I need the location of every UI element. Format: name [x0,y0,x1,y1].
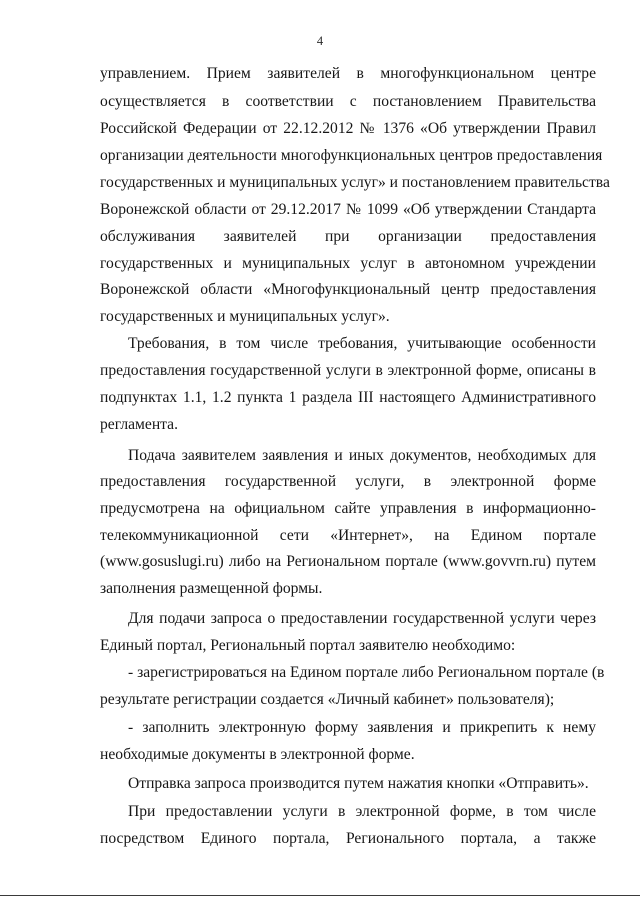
text-line: посредством Единого портала, Регионального портала, а также [100,830,596,847]
text-line: организации деятельности многофункциональных центров предоставления [100,147,603,164]
text-line: Для подачи запроса о предоставлении государственной услуги через [128,610,596,627]
text-line: предоставления государственной услуги в электронной форме, описаны в [100,362,596,379]
text-line: При предоставлении услуги в электронной форме, в том числе [128,803,596,820]
text-line: результате регистрации создается «Личный кабинет» пользователя); [100,691,555,708]
text-line: заполнения размещенной формы. [100,580,323,597]
text-line: (www.gosuslugi.ru) либо на Региональном портале (www.govvrn.ru) путем [100,553,596,570]
text-line: необходимые документы в электронной форме. [100,746,415,763]
text-line: предусмотрена на официальном сайте управления в информационно- [100,500,596,517]
text-line: Подача заявителем заявления и иных документов, необходимых для [128,447,596,464]
text-line: Единый портал, Региональный портал заявителю необходимо: [100,637,516,654]
text-line: - зарегистрироваться на Едином портале либо Региональном портале (в [128,664,605,681]
text-line: Воронежской области от 29.12.2017 № 1099 «Об утверждении Стандарта [100,201,596,218]
text-line: телекоммуникационной сети «Интернет», на Едином портале [100,527,596,544]
text-line: предоставления государственной услуги, в электронной форме [100,473,596,490]
text-line: Воронежской области «Многофункциональный центр предоставления [100,281,596,298]
text-line: управлением. Прием заявителей в многофункциональном центре [100,65,596,82]
text-line: регламента. [100,416,178,433]
text-line: Российской Федерации от 22.12.2012 № 1376 «Об утверждении Правил [100,120,596,137]
bottom-rule [0,895,640,896]
text-line: государственных и муниципальных услуг». [100,308,390,325]
text-line: Требования, в том числе требования, учитывающие особенности [128,335,596,352]
text-line: обслуживания заявителей при организации предоставления [100,228,596,245]
page-number: 4 [316,34,324,48]
text-line: - заполнить электронную форму заявления и прикрепить к нему [128,719,596,736]
text-line: государственных и муниципальных услуг» и постановлением правительства [100,174,610,191]
text-line: Отправка запроса производится путем нажатия кнопки «Отправить». [128,775,589,792]
text-line: подпунктах 1.1, 1.2 пункта 1 раздела III настоящего Административного [100,389,596,406]
text-line: государственных и муниципальных услуг в автономном учреждении [100,255,596,272]
text-line: осуществляется в соответствии с постановлением Правительства [100,93,596,110]
